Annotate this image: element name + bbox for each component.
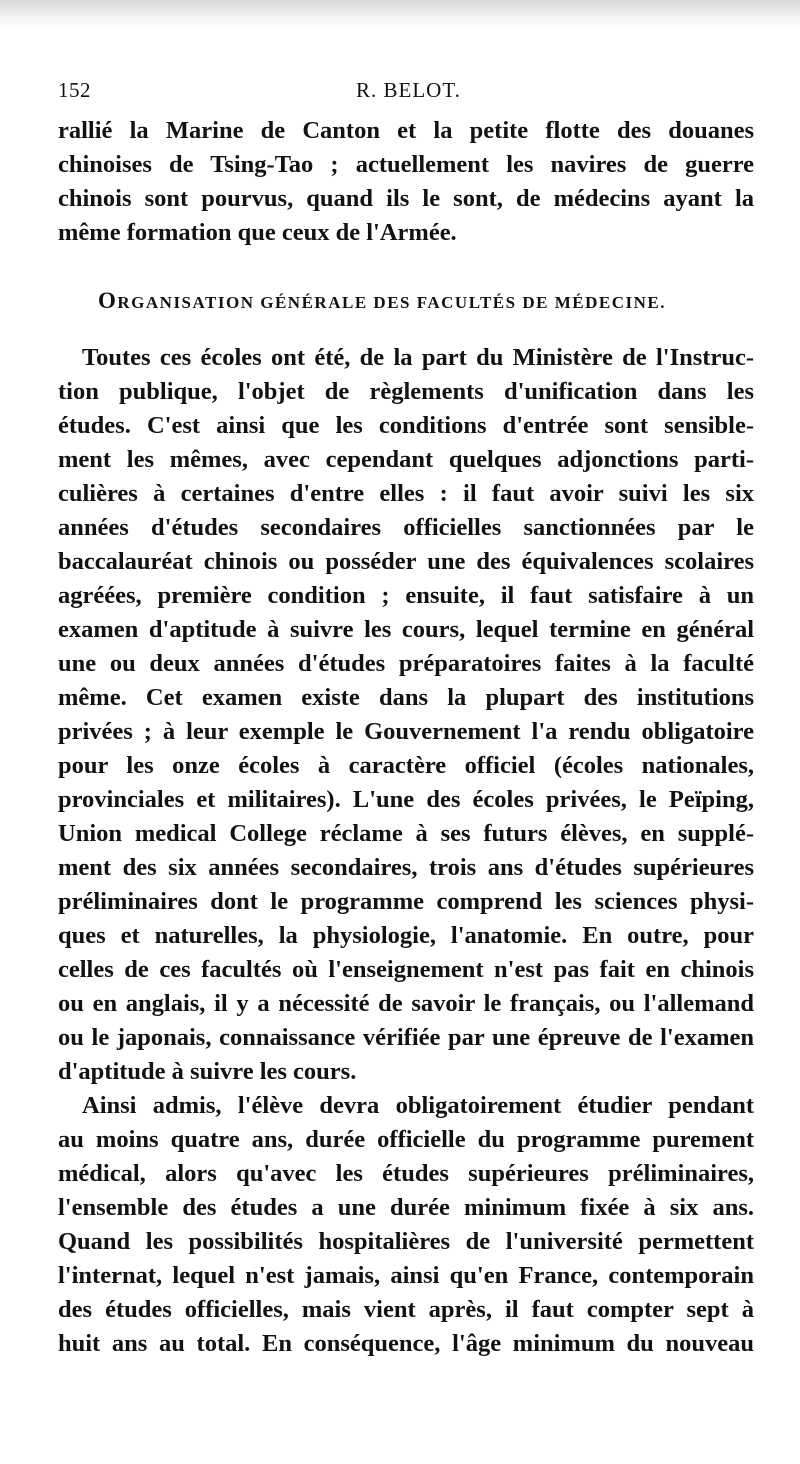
page-number: 152 [58,78,91,102]
text-line: préliminaires dont le programme comprend les sciences physi- [58,888,754,915]
text-line: Union medical College réclame à ses futurs élèves, en supplé- [58,820,754,847]
running-head-author: R. BELOT. [356,78,461,102]
text-line: ou le japonais, connaissance vérifiée par une épreuve de l'examen [58,1024,754,1051]
text-line: chinoises de Tsing-Tao ; actuellement les navires de guerre [58,151,754,178]
text-line: années d'études secondaires officielles sanctionnées par le [58,514,754,541]
text-line: des études officielles, mais vient après, il faut compter sept à [58,1296,754,1323]
text-line: ment des six années secondaires, trois ans d'études supérieures [58,854,754,881]
running-head [58,78,758,108]
text-line: provinciales et militaires). L'une des écoles privées, le Peïping, [58,786,754,813]
text-line: baccalauréat chinois ou posséder une des équivalences scolaires [58,548,754,575]
text-line: huit ans au total. En conséquence, l'âge minimum du nouveau [58,1330,754,1357]
text-line: agréées, première condition ; ensuite, il faut satisfaire à un [58,582,754,609]
text-line: culières à certaines d'entre elles : il faut avoir suivi les six [58,480,754,507]
text-line: examen d'aptitude à suivre les cours, lequel termine en général [58,616,754,643]
text-line: Quand les possibilités hospitalières de l'université permettent [58,1228,754,1255]
text-line: d'aptitude à suivre les cours. [58,1058,357,1085]
text-line: ques et naturelles, la physiologie, l'anatomie. En outre, pour [58,922,754,949]
text-line: études. C'est ainsi que les conditions d'entrée sont sensible- [58,412,754,439]
text-line: celles de ces facultés où l'enseignement n'est pas fait en chinois [58,956,754,983]
text-line: au moins quatre ans, durée officielle du programme purement [58,1126,754,1153]
text-line: l'internat, lequel n'est jamais, ainsi qu'en France, contemporain [58,1262,754,1289]
text-line: ment les mêmes, avec cependant quelques adjonctions parti- [58,446,754,473]
text-line: l'ensemble des études a une durée minimum fixée à six ans. [58,1194,754,1221]
text-line: même. Cet examen existe dans la plupart des institutions [58,684,754,711]
text-line: pour les onze écoles à caractère officiel (écoles nationales, [58,752,754,779]
scan-top-edge [0,0,800,30]
section-heading: ORGANISATION GÉNÉRALE DES FACULTÉS DE MÉDECINE. [98,288,666,313]
text-line: ou en anglais, il y a nécessité de savoir le français, ou l'allemand [58,990,754,1017]
text-line: rallié la Marine de Canton et la petite flotte des douanes [58,117,754,144]
text-line: privées ; à leur exemple le Gouvernement l'a rendu obligatoire [58,718,754,745]
text-line: même formation que ceux de l'Armée. [58,219,457,246]
text-line: médical, alors qu'avec les études supérieures préliminaires, [58,1160,754,1187]
text-line: Ainsi admis, l'élève devra obligatoirement étudier pendant [82,1092,754,1119]
text-line: Toutes ces écoles ont été, de la part du Ministère de l'Instruc- [82,344,754,371]
text-line: une ou deux années d'études préparatoires faites à la faculté [58,650,754,677]
text-line: chinois sont pourvus, quand ils le sont, de médecins ayant la [58,185,754,212]
text-line: tion publique, l'objet de règlements d'unification dans les [58,378,754,405]
